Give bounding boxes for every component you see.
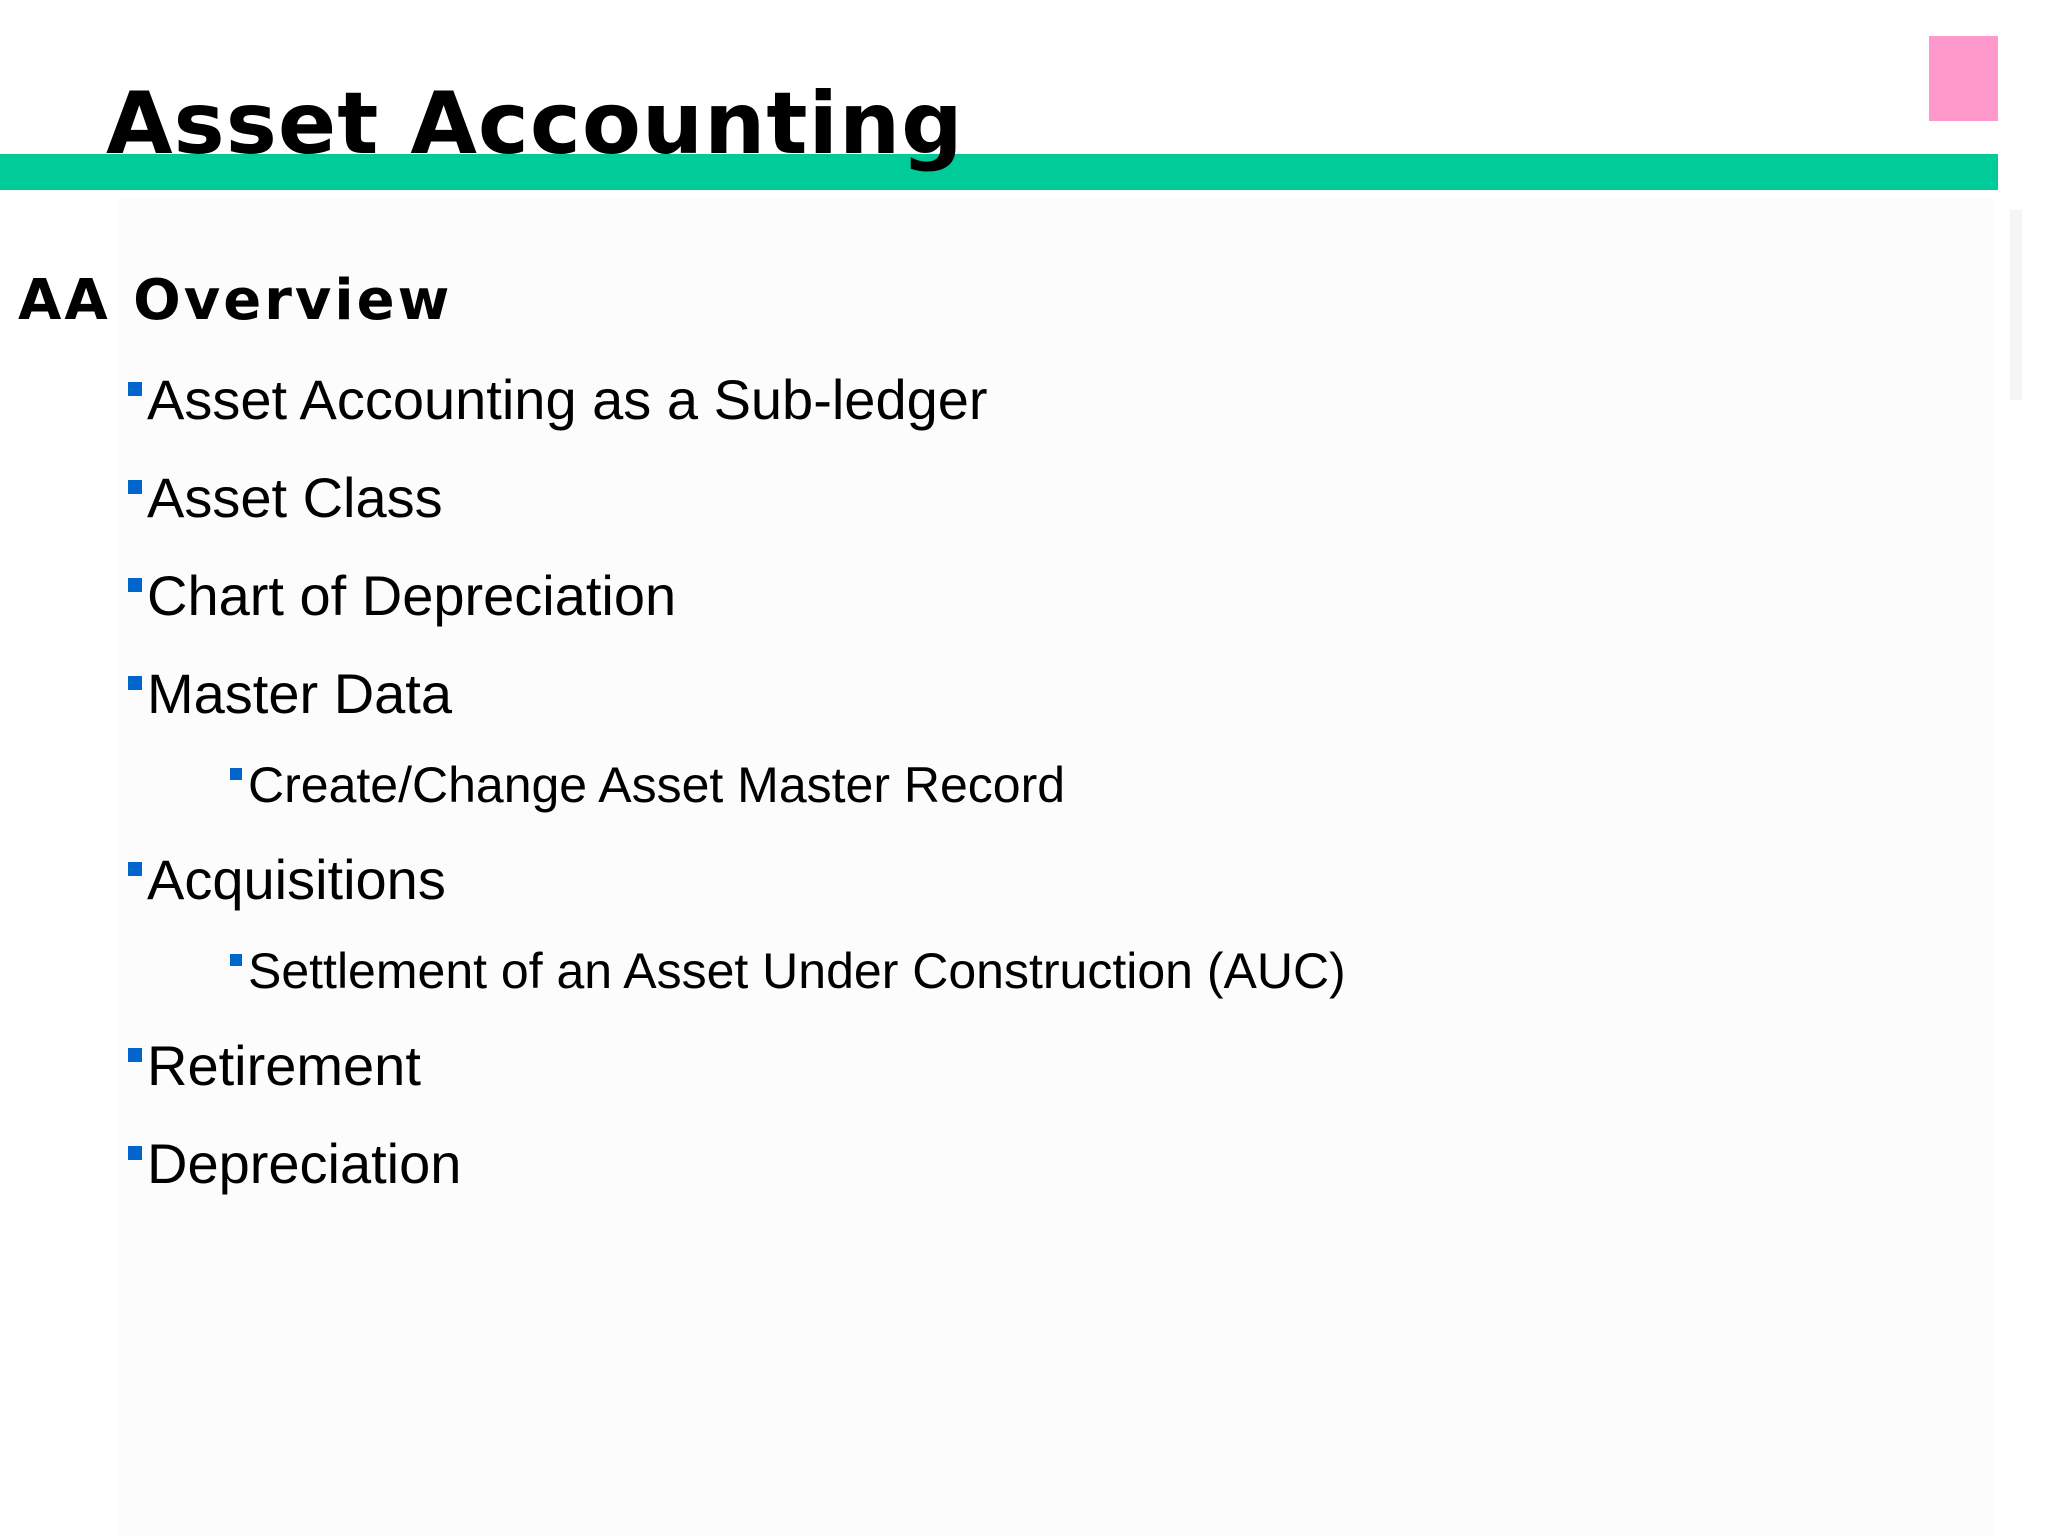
- square-bullet-icon: [128, 1146, 142, 1160]
- bullet-item: [128, 848, 446, 912]
- section-heading: AA Overview: [18, 268, 453, 333]
- square-bullet-icon: [128, 862, 142, 876]
- bullet-item: [128, 1034, 421, 1098]
- bullet-text: Retirement: [147, 1034, 421, 1097]
- bullet-text: Depreciation: [147, 1132, 462, 1195]
- bullet-text: Chart of Depreciation: [147, 564, 677, 627]
- bullet-item: [128, 466, 443, 530]
- bullet-text: Create/Change Asset Master Record: [248, 757, 1066, 813]
- bullet-text: Asset Class: [147, 466, 443, 529]
- square-bullet-icon: [128, 676, 142, 690]
- square-bullet-icon: [230, 954, 242, 966]
- sub-bullet-item: [230, 942, 1346, 1000]
- slide-title: Asset Accounting: [106, 74, 964, 174]
- sub-bullet-item: [230, 756, 1065, 814]
- bullet-text: Settlement of an Asset Under Construction (AUC): [248, 943, 1346, 999]
- square-bullet-icon: [128, 578, 142, 592]
- square-bullet-icon: [128, 1048, 142, 1062]
- bullet-text: Acquisitions: [147, 848, 446, 911]
- bullet-item: [128, 1132, 461, 1196]
- bullet-text: Master Data: [147, 662, 452, 725]
- bullet-item: [128, 662, 452, 726]
- edge-strip: [2010, 210, 2022, 400]
- bullet-item: [128, 564, 676, 628]
- bullet-text: Asset Accounting as a Sub-ledger: [147, 368, 988, 431]
- square-bullet-icon: [128, 382, 142, 396]
- bullet-item: [128, 368, 988, 432]
- square-bullet-icon: [230, 768, 242, 780]
- square-bullet-icon: [128, 480, 142, 494]
- accent-square: [1929, 36, 1998, 121]
